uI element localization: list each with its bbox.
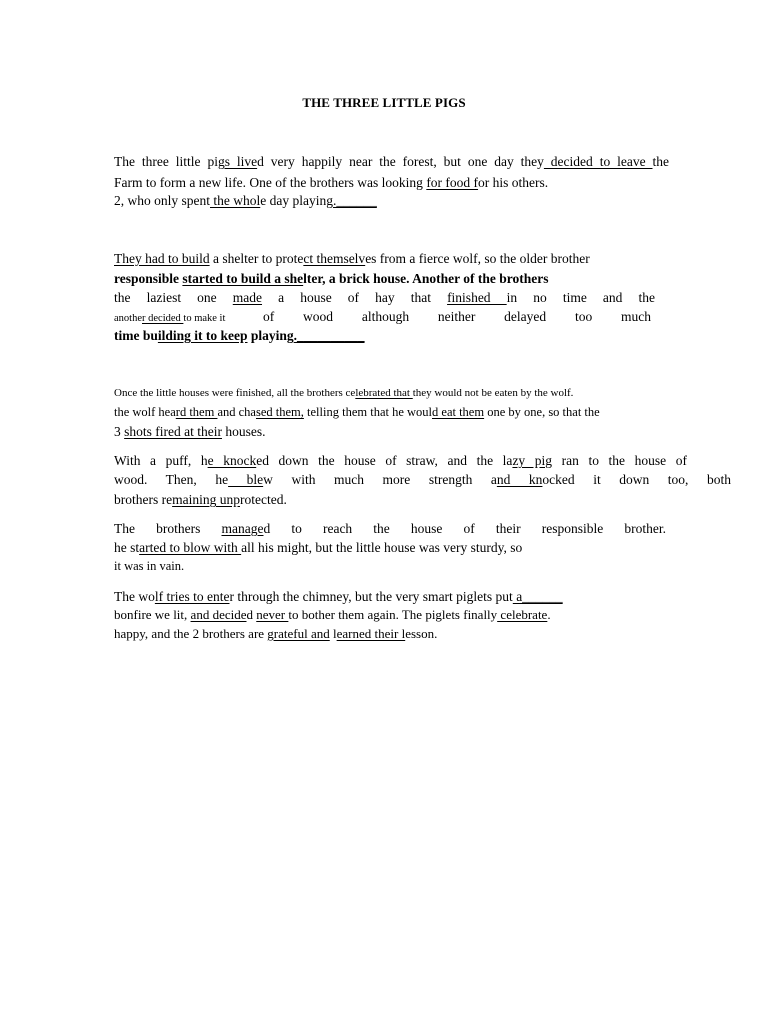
underlined-text: .__________ [293,328,365,343]
document-title: THE THREE LITTLE PIGS [302,95,466,110]
underlined-text: sed them, [255,405,304,419]
paragraph-3-line-2 [114,404,669,420]
text-run: 3 [114,424,125,439]
paragraph-4-line-1 [114,453,687,470]
text-run: wood. Then, he [114,472,229,487]
underlined-text: r decided [142,313,184,324]
paragraph-2-line-5 [114,328,669,344]
text-run: he st [114,540,140,555]
paragraph-2-line-3 [114,290,655,307]
text-run: a house of hay that [262,290,448,305]
underlined-text: arted to blow with [139,540,242,555]
paragraph-1-line-2 [114,175,669,191]
text-run: in no time and the [506,290,655,305]
underlined-text: never [256,607,289,622]
text-run: and cha [217,405,256,419]
paragraph-3-line-1 [114,385,669,401]
paragraph-1-line-1 [114,154,669,171]
text-run: to make it [183,313,226,324]
underlined-text: earned their l [336,626,406,641]
underlined-text: the whol [210,193,261,208]
text-run: bonfire we lit, [114,607,191,622]
text-run: The brothers [114,521,222,536]
underlined-text: decided to leave [543,154,653,169]
text-run: e day playing [260,193,333,208]
paragraph-5-line-3 [114,558,669,574]
text-run: Farm to form a new life. One of the brothers was looking [114,175,427,190]
text-run: the wolf hea [114,405,176,419]
text-run: anothe [114,313,142,324]
underlined-text: shots fired at their [124,424,222,439]
paragraph-2-line-2 [114,271,669,287]
underlined-text: manage [221,521,264,536]
paragraph-4-line-2 [114,472,731,489]
underlined-text: and decide [190,607,247,622]
underlined-text: finished [447,290,507,305]
text-run: 2, who only spent [114,193,210,208]
text-run: l [329,626,337,641]
text-run: The three little pi [114,154,218,169]
underlined-text: ct themselv [303,251,366,266]
text-run: r through the chimney, but the very smart piglets put [229,589,513,604]
text-run: one by one, so that the [484,405,600,419]
text-run: ran to the house of [552,453,687,468]
text-run: Once the little houses were finished, all the brothers ce [114,387,356,399]
paragraph-2-line-4 [114,309,659,327]
paragraph-2-line-1 [114,251,669,267]
underlined-text: made [232,290,263,305]
underlined-text: for food f [426,175,479,190]
text-run: happy, and the 2 brothers are [114,626,268,641]
text-run: es from a fierce wolf, so the older brother [365,251,590,266]
text-run: brothers re [114,492,173,507]
text-run: houses. [221,424,266,439]
text-run: d very happily near the forest, but one day they [257,154,544,169]
underlined-text: a______ [512,589,563,604]
underlined-text: gs live [217,154,258,169]
text-run: . [547,607,551,622]
underlined-text: ilding it to keep [157,328,248,343]
text-run: lter, a brick house. Another of the brothers [303,271,549,286]
underlined-text: e knock [207,453,257,468]
underlined-text: They had to build [114,251,210,266]
underlined-text: started to build a she [182,271,304,286]
underlined-text: nd kn [496,472,543,487]
underlined-text: maining unp [172,492,240,507]
paragraph-6-line-2 [114,607,669,623]
text-run: the [652,154,669,169]
text-run: time bu [114,328,158,343]
underlined-text: zy pig [512,453,553,468]
text-run: to bother them again. The piglets finally [288,607,498,622]
text-run: responsible [114,271,183,286]
underlined-text: rd them [175,405,218,419]
underlined-text: grateful and [267,626,330,641]
underlined-text: lebrated that [355,387,413,399]
text-run: rotected. [239,492,287,507]
text-run: ed down the house of straw, and the la [256,453,513,468]
text-run: or his others. [478,175,549,190]
paragraph-6-line-3 [114,626,669,642]
text-run: With a puff, h [114,453,208,468]
text-run: The wo [114,589,155,604]
underlined-text: celebrate [497,607,548,622]
text-run: playing [247,328,294,343]
text-run: telling them that he woul [303,405,433,419]
paragraph-5-line-2 [114,540,669,556]
text-run: w with much more strength a [263,472,497,487]
paragraph-6-line-1 [114,589,669,605]
paragraph-3-line-3 [114,424,669,440]
text-run: esson. [405,626,438,641]
text-run: a shelter to prote [209,251,304,266]
text-run: of wood although neither delayed too much [263,309,651,324]
paragraph-5-line-1 [114,521,666,538]
text-run: d to reach the house of their responsible brother. [263,521,666,536]
text-run: ocked it down too, both [542,472,731,487]
text-run: all his might, but the little house was very sturdy, so [241,540,523,555]
text-run: the laziest one [114,290,233,305]
text-run: d [246,607,257,622]
underlined-text: ble [228,472,264,487]
paragraph-4-line-3 [114,492,669,508]
text-run: they would not be eaten by the wolf. [412,387,574,399]
underlined-text: .______ [332,193,377,208]
underlined-text: lf tries to ente [154,589,230,604]
text-run: it was in vain. [114,559,185,573]
underlined-text: d eat them [432,405,485,419]
paragraph-1-line-3 [114,193,669,209]
